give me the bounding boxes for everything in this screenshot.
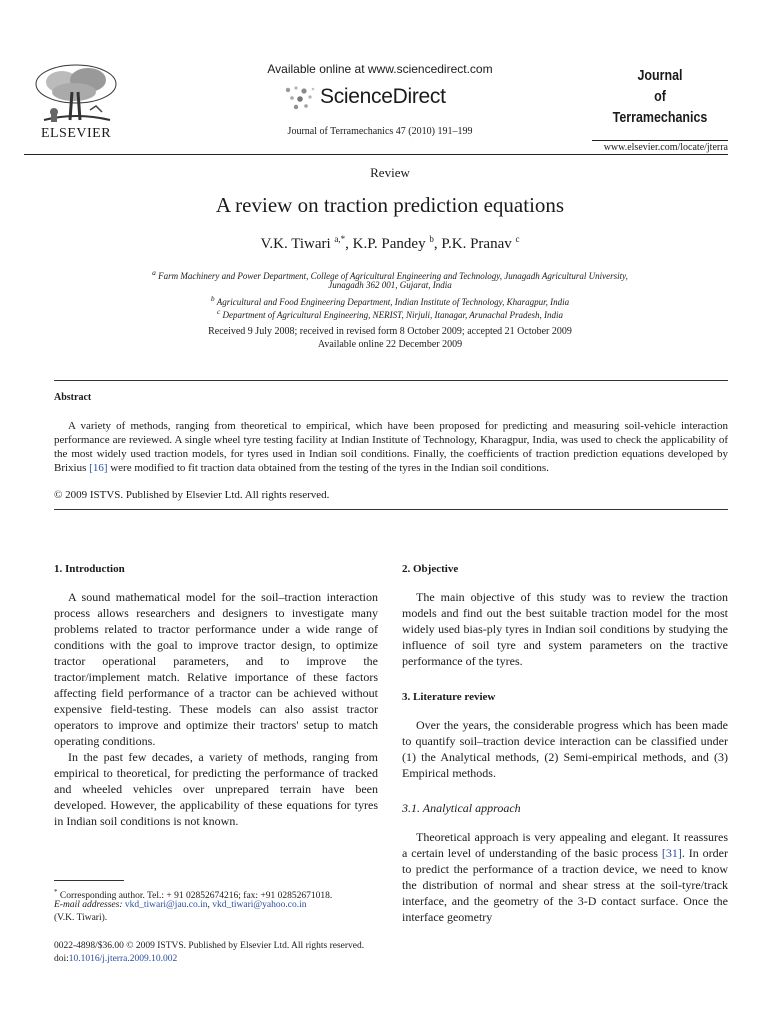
paragraph: The main objective of this study was to review the traction models and find out the best suitable traction model for the most widely used bias-ply tyres in Indian soil conditions by studying the influence of soil tyre and system parameters on the tractive performance of the tyres. — [402, 590, 728, 668]
author-affiliation-mark: c — [515, 234, 520, 244]
elsevier-tree-icon — [24, 62, 128, 128]
corresponding-author-footnote: * Corresponding author. Tel.: + 91 02852674216; fax: +91 02852671018. — [54, 888, 333, 902]
paragraph: Over the years, the considerable progress which has been made to quantify soil–traction device interaction can be classified under (1) the Analytical methods, (2) Semi-empirical methods, and (3) Empirical methods. — [402, 718, 728, 780]
available-online-text: Available online at www.sciencedirect.com — [267, 62, 493, 76]
available-online-date: Available online 22 December 2009 — [317, 339, 463, 350]
section-heading-literature-review: 3. Literature review — [402, 691, 496, 703]
affiliation: $^c$ Department of Agricultural Engineering, NERIST, Nirjuli, Itanagar, Arunachal Pradesh, India — [216, 307, 564, 320]
article-type: Review — [370, 165, 410, 180]
abstract-text: A variety of methods, ranging from theoretical to empirical, which have been proposed for predicting and measuring soil-vehicle interaction performance are reviewed. A single wheel tyre testing facility at Indian Institute of Technology, Kharagpur, India, was used to check the applicability of the most widely used traction models, for tyres used in Indian soil conditions. Finally, the coefficients of traction prediction equations developed by Brixius [16] were modified to fit traction data obtained from the testing of the tyres in the Indian soil conditions. — [54, 420, 728, 474]
email-link[interactable]: vkd_tiwari@jau.co.in — [124, 900, 208, 910]
journal-title-line-3: Terramechanics — [612, 110, 708, 126]
author-affiliation-mark: a,* — [334, 234, 346, 244]
footnote-divider — [54, 880, 124, 881]
author-list: V.K. Tiwari $^{a,*}$, K.P. Pandey $^b$, P.K. Pranav $^c$ — [260, 234, 520, 252]
journal-title-line-1: Journal — [637, 68, 683, 84]
author-affiliation-mark: b — [429, 234, 434, 244]
abstract-heading: Abstract — [54, 392, 92, 403]
affiliation: Junagadh 362 001, Gujarat, India — [328, 280, 452, 290]
paragraph: In the past few decades, a variety of methods, ranging from empirical to theoretical, for predicting the performance of tracked and wheeled vehicles over unprepared terrain have been developed. However, the applicability of these equations for tyres in Indian soil conditions is not known. — [54, 750, 378, 828]
sciencedirect-logo — [282, 82, 482, 116]
literature-review-body — [402, 717, 728, 781]
affiliation: $^b$ Agricultural and Food Engineering Department, Indian Institute of Technology, Kharagpur, India — [210, 294, 570, 307]
author-name[interactable]: P.K. Pranav — [441, 236, 512, 252]
paragraph: A sound mathematical model for the soil–traction interaction process allows researchers and designers to investigate many problems related to tractor performance under a wide range of conditions with the goal to improve tractor design, to optimize tractor operational parameters, and to improve the tractor/implement match. Relative importance of these factors affecting field performance of a tractor can be achieved without expensive field-testing. These models can also assist tractor operators to improve and optimize their tractors' setup to match operating conditions. — [54, 590, 378, 748]
issn-line: 0022-4898/$36.00 © 2009 ISTVS. Published by Elsevier Ltd. All rights reserved. — [54, 941, 365, 951]
doi-link[interactable]: 10.1016/j.jterra.2009.10.002 — [68, 954, 178, 964]
journal-citation: Journal of Terramechanics 47 (2010) 191–199 — [287, 126, 473, 137]
elsevier-logo — [24, 62, 128, 144]
section-heading-introduction: 1. Introduction — [54, 563, 125, 575]
header-divider — [24, 154, 728, 155]
sciencedirect-wordmark: ScienceDirect — [320, 85, 446, 108]
reference-link[interactable]: [31] — [661, 846, 682, 860]
reference-link[interactable]: [16] — [89, 462, 108, 474]
abstract-bottom-divider — [54, 509, 728, 510]
received-dates: Received 9 July 2008; received in revised form 8 October 2009; accepted 21 October 2009 — [208, 326, 572, 337]
email-link[interactable]: vkd_tiwari@yahoo.co.in — [212, 900, 307, 910]
article-title: A review on traction prediction equations — [215, 193, 565, 217]
analytical-approach-body — [402, 829, 728, 925]
journal-title-line-2: of — [654, 89, 666, 105]
author-name[interactable]: K.P. Pandey — [352, 236, 426, 252]
author-name[interactable]: V.K. Tiwari — [260, 236, 331, 252]
doi-line: doi:10.1016/j.jterra.2009.10.002 — [54, 954, 178, 964]
journal-title-box — [592, 66, 728, 141]
elsevier-wordmark: ELSEVIER — [40, 126, 112, 141]
affiliation: $^a$ Farm Machinery and Power Department, College of Agricultural Engineering and Technology, Junagadh Agricultural University, — [152, 268, 628, 281]
email-owner: (V.K. Tiwari). — [54, 913, 108, 923]
email-footnote: E-mail addresses: vkd_tiwari@jau.co.in, vkd_tiwari@yahoo.co.in — [54, 900, 307, 910]
abstract-top-divider — [54, 380, 728, 381]
subsection-heading-analytical: 3.1. Analytical approach — [402, 801, 521, 815]
sciencedirect-dots-icon — [282, 84, 318, 114]
section-heading-objective: 2. Objective — [402, 563, 459, 575]
abstract-copyright: © 2009 ISTVS. Published by Elsevier Ltd. All rights reserved. — [54, 489, 330, 501]
paragraph: Theoretical approach is very appealing and elegant. It reassures a certain level of understanding of the basic process [31]. In order to predict the performance of a traction device, we need to know the distribution of normal and shear stress at the soil-tyre/track interface, and the geometry of the 3-D contact surface. Once the interface geometry — [402, 830, 728, 924]
journal-url[interactable]: www.elsevier.com/locate/jterra — [603, 142, 728, 153]
objective-body — [402, 589, 728, 669]
introduction-body — [54, 589, 378, 829]
